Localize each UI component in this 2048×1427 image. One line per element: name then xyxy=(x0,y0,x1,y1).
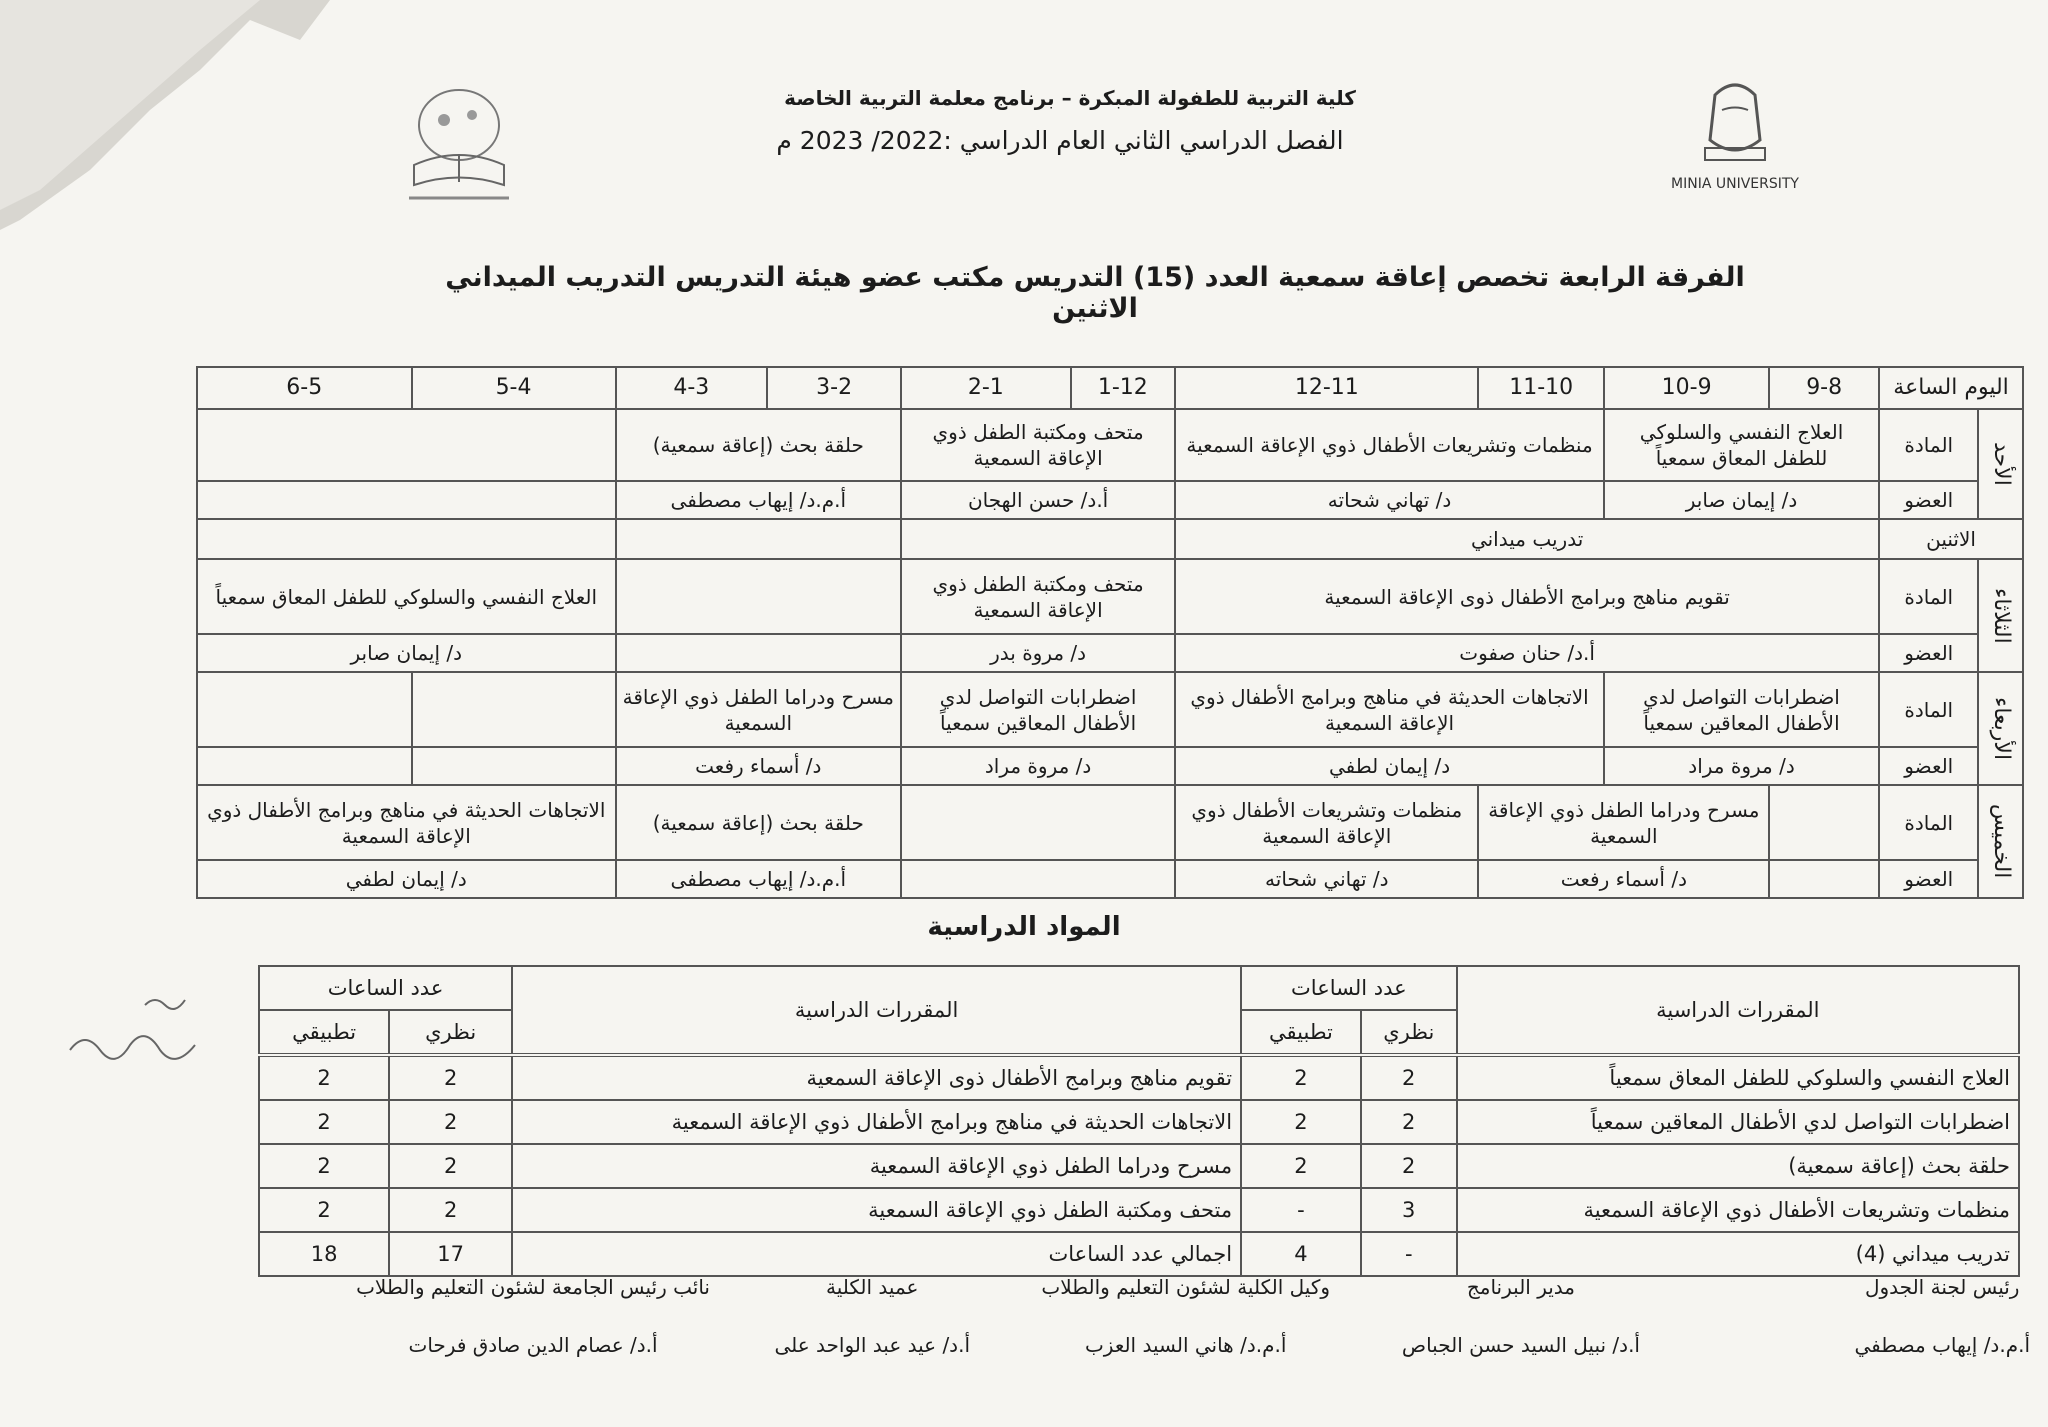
member-cell: د/ إيمان صابر xyxy=(197,634,616,672)
course-name: اضطرابات التواصل لدي الأطفال المعاقين سمعياً xyxy=(1457,1100,2019,1144)
course-name: منظمات وتشريعات الأطفال ذوي الإعاقة السمعية xyxy=(1457,1188,2019,1232)
main-title: الفرقة الرابعة تخصص إعاقة سمعية العدد (15) التدريس مكتب عضو هيئة التدريس التدريب الميداني الاثنين xyxy=(445,262,1745,324)
class-cell: متحف ومكتبة الطفل ذوي الإعاقة السمعية xyxy=(901,559,1175,634)
signature-program-director: مدير البرنامج أ.د/ نبيل السيد حسن الجباص xyxy=(1401,1275,1640,1357)
member-cell: أ.م.د/ إيهاب مصطفى xyxy=(616,481,902,519)
courses-header: المقررات الدراسية xyxy=(512,966,1241,1055)
member-cell: أ.د/ حسن الهجان xyxy=(901,481,1175,519)
total-hours-label: اجمالي عدد الساعات xyxy=(512,1232,1241,1276)
applied-hours: 2 xyxy=(1241,1100,1361,1144)
tuesday-member-row xyxy=(197,634,2023,672)
class-cell: تدريب ميداني xyxy=(1175,519,1879,559)
theory-hours: 2 xyxy=(389,1100,512,1144)
class-cell: اضطرابات التواصل لدي الأطفال المعاقين سمعياً xyxy=(901,672,1175,747)
member-cell: د/ أسماء رفعت xyxy=(616,747,902,785)
member-cell: د/ إيمان لطفي xyxy=(197,860,616,898)
class-cell: مسرح ودراما الطفل ذوي الإعاقة السمعية xyxy=(616,672,902,747)
applied-hours: 2 xyxy=(259,1100,389,1144)
subject-row xyxy=(259,1144,2019,1188)
handwritten-note xyxy=(60,990,210,1080)
hours-header: عدد الساعات xyxy=(1241,966,1457,1010)
member-cell: د/ تهاني شحاته xyxy=(1175,481,1604,519)
signature-vice-president: نائب رئيس الجامعة لشئون التعليم والطلاب أ.د/ عصام الدين صادق فرحات xyxy=(356,1275,710,1357)
handwriting-scribble xyxy=(60,990,210,1080)
theory-hours: 2 xyxy=(389,1188,512,1232)
class-cell: اضطرابات التواصل لدي الأطفال المعاقين سمعياً xyxy=(1604,672,1879,747)
subjects-header-row xyxy=(259,966,2019,1010)
subject-row xyxy=(259,1188,2019,1232)
empty-cell xyxy=(197,747,412,785)
time-slot: 9-8 xyxy=(1769,367,1879,409)
tuesday-subject-row xyxy=(197,559,2023,634)
theory-hours: 2 xyxy=(1361,1055,1457,1100)
row-label: المادة xyxy=(1879,785,1978,860)
class-cell: العلاج النفسي والسلوكي للطفل المعاق سمعياً xyxy=(197,559,616,634)
thursday-subject-row xyxy=(197,785,2023,860)
theory-hours: - xyxy=(1361,1232,1457,1276)
day-wednesday: الأربعاء xyxy=(1978,672,2023,785)
day-monday: الاثنين xyxy=(1879,519,2023,559)
row-label: العضو xyxy=(1879,481,1978,519)
empty-cell xyxy=(197,481,616,519)
theory-hours: 3 xyxy=(1361,1188,1457,1232)
torn-corner xyxy=(0,0,330,230)
row-label: المادة xyxy=(1879,559,1978,634)
time-slot: 10-9 xyxy=(1604,367,1769,409)
row-label: العضو xyxy=(1879,860,1978,898)
minia-university-logo xyxy=(1660,70,1810,200)
empty-cell xyxy=(412,672,616,747)
applied-hours: 2 xyxy=(259,1144,389,1188)
theory-header: نظري xyxy=(389,1010,512,1055)
signature-dean: عميد الكلية أ.د/ عيد عبد الواحد على xyxy=(774,1275,970,1357)
empty-cell xyxy=(1769,860,1879,898)
course-name: متحف ومكتبة الطفل ذوي الإعاقة السمعية xyxy=(512,1188,1241,1232)
term-line: الفصل الدراسي الثاني العام الدراسي :2022/ 2023 م xyxy=(776,126,1344,155)
class-cell: مسرح ودراما الطفل ذوي الإعاقة السمعية xyxy=(1478,785,1769,860)
time-slot: 2-1 xyxy=(901,367,1070,409)
course-name: مسرح ودراما الطفل ذوي الإعاقة السمعية xyxy=(512,1144,1241,1188)
total-applied: 18 xyxy=(259,1232,389,1276)
svg-text:MINIA UNIVERSITY: MINIA UNIVERSITY xyxy=(1671,176,1799,192)
time-slot: 3-2 xyxy=(767,367,901,409)
empty-cell xyxy=(197,409,616,481)
theory-hours: 2 xyxy=(389,1055,512,1100)
empty-cell xyxy=(197,672,412,747)
course-name: الاتجاهات الحديثة في مناهج وبرامج الأطفال ذوي الإعاقة السمعية xyxy=(512,1100,1241,1144)
applied-hours: 2 xyxy=(1241,1055,1361,1100)
time-slot: 5-4 xyxy=(412,367,616,409)
class-cell: الاتجاهات الحديثة في مناهج وبرامج الأطفال ذوي الإعاقة السمعية xyxy=(197,785,616,860)
empty-cell xyxy=(197,519,616,559)
class-cell: الاتجاهات الحديثة في مناهج وبرامج الأطفال ذوي الإعاقة السمعية xyxy=(1175,672,1604,747)
row-label: المادة xyxy=(1879,672,1978,747)
member-cell: د/ إيمان صابر xyxy=(1604,481,1879,519)
sunday-subject-row xyxy=(197,409,2023,481)
theory-hours: 2 xyxy=(1361,1100,1457,1144)
weekly-schedule-table xyxy=(196,366,2024,899)
row-label: العضو xyxy=(1879,634,1978,672)
applied-hours: 4 xyxy=(1241,1232,1361,1276)
member-cell: د/ إيمان لطفي xyxy=(1175,747,1604,785)
applied-hours: 2 xyxy=(1241,1144,1361,1188)
theory-hours: 2 xyxy=(1361,1144,1457,1188)
thursday-member-row xyxy=(197,860,2023,898)
row-label: المادة xyxy=(1879,409,1978,481)
subject-row xyxy=(259,1100,2019,1144)
class-cell: العلاج النفسي والسلوكي للطفل المعاق سمعياً xyxy=(1604,409,1879,481)
class-cell: تقويم مناهج وبرامج الأطفال ذوى الإعاقة السمعية xyxy=(1175,559,1879,634)
total-theory: 17 xyxy=(389,1232,512,1276)
class-cell: متحف ومكتبة الطفل ذوي الإعاقة السمعية xyxy=(901,409,1175,481)
applied-hours: - xyxy=(1241,1188,1361,1232)
theory-hours: 2 xyxy=(389,1144,512,1188)
day-tuesday: الثلاثاء xyxy=(1978,559,2023,672)
time-slot: 4-3 xyxy=(616,367,768,409)
monday-row xyxy=(197,519,2023,559)
member-cell: أ.د/ حنان صفوت xyxy=(1175,634,1879,672)
empty-cell xyxy=(1769,785,1879,860)
subjects-title: المواد الدراسية xyxy=(927,912,1121,942)
hours-header: عدد الساعات xyxy=(259,966,512,1010)
class-cell: حلقة بحث (إعاقة سمعية) xyxy=(616,409,902,481)
empty-cell xyxy=(901,785,1175,860)
empty-cell xyxy=(901,860,1175,898)
member-cell: د/ أسماء رفعت xyxy=(1478,860,1769,898)
courses-header: المقررات الدراسية xyxy=(1457,966,2019,1055)
applied-hours: 2 xyxy=(259,1055,389,1100)
time-header-row xyxy=(197,367,2023,409)
subjects-table xyxy=(258,965,2020,1277)
member-cell: أ.م.د/ إيهاب مصطفى xyxy=(616,860,902,898)
class-cell: منظمات وتشريعات الأطفال ذوي الإعاقة السمعية xyxy=(1175,785,1478,860)
member-cell: د/ مروة مراد xyxy=(901,747,1175,785)
subject-row xyxy=(259,1232,2019,1276)
empty-cell xyxy=(616,634,902,672)
time-slot: 6-5 xyxy=(197,367,412,409)
class-cell: حلقة بحث (إعاقة سمعية) xyxy=(616,785,902,860)
day-thursday: الخميس xyxy=(1978,785,2023,898)
signature-committee-head: رئيس لجنة الجدول أ.م.د/ إيهاب مصطفي xyxy=(1854,1275,2030,1357)
empty-cell xyxy=(901,519,1175,559)
subject-row xyxy=(259,1055,2019,1100)
applied-hours: 2 xyxy=(259,1188,389,1232)
empty-cell xyxy=(616,559,902,634)
course-name: تدريب ميداني (4) xyxy=(1457,1232,2019,1276)
applied-header: تطبيقي xyxy=(259,1010,389,1055)
day-sunday: الأحد xyxy=(1978,409,2023,519)
member-cell: د/ تهاني شحاته xyxy=(1175,860,1478,898)
applied-header: تطبيقي xyxy=(1241,1010,1361,1055)
member-cell: د/ مروة بدر xyxy=(901,634,1175,672)
faculty-logo xyxy=(384,70,534,220)
signature-vice-dean: وكيل الكلية لشئون التعليم والطلاب أ.م.د/ هاني السيد العزب xyxy=(1041,1275,1330,1357)
course-name: حلقة بحث (إعاقة سمعية) xyxy=(1457,1144,2019,1188)
theory-header: نظري xyxy=(1361,1010,1457,1055)
faculty-line: كلية التربية للطفولة المبكرة – برنامج معلمة التربية الخاصة xyxy=(784,86,1356,110)
course-name: العلاج النفسي والسلوكي للطفل المعاق سمعياً xyxy=(1457,1055,2019,1100)
empty-cell xyxy=(616,519,902,559)
row-label: العضو xyxy=(1879,747,1978,785)
wednesday-member-row xyxy=(197,747,2023,785)
time-slot: 12-11 xyxy=(1175,367,1478,409)
empty-cell xyxy=(412,747,616,785)
wednesday-subject-row xyxy=(197,672,2023,747)
corner-label: اليوم الساعة xyxy=(1879,367,2023,409)
time-slot: 1-12 xyxy=(1071,367,1176,409)
time-slot: 11-10 xyxy=(1478,367,1604,409)
sunday-member-row xyxy=(197,481,2023,519)
member-cell: د/ مروة مراد xyxy=(1604,747,1879,785)
class-cell: منظمات وتشريعات الأطفال ذوي الإعاقة السمعية xyxy=(1175,409,1604,481)
course-name: تقويم مناهج وبرامج الأطفال ذوى الإعاقة السمعية xyxy=(512,1055,1241,1100)
